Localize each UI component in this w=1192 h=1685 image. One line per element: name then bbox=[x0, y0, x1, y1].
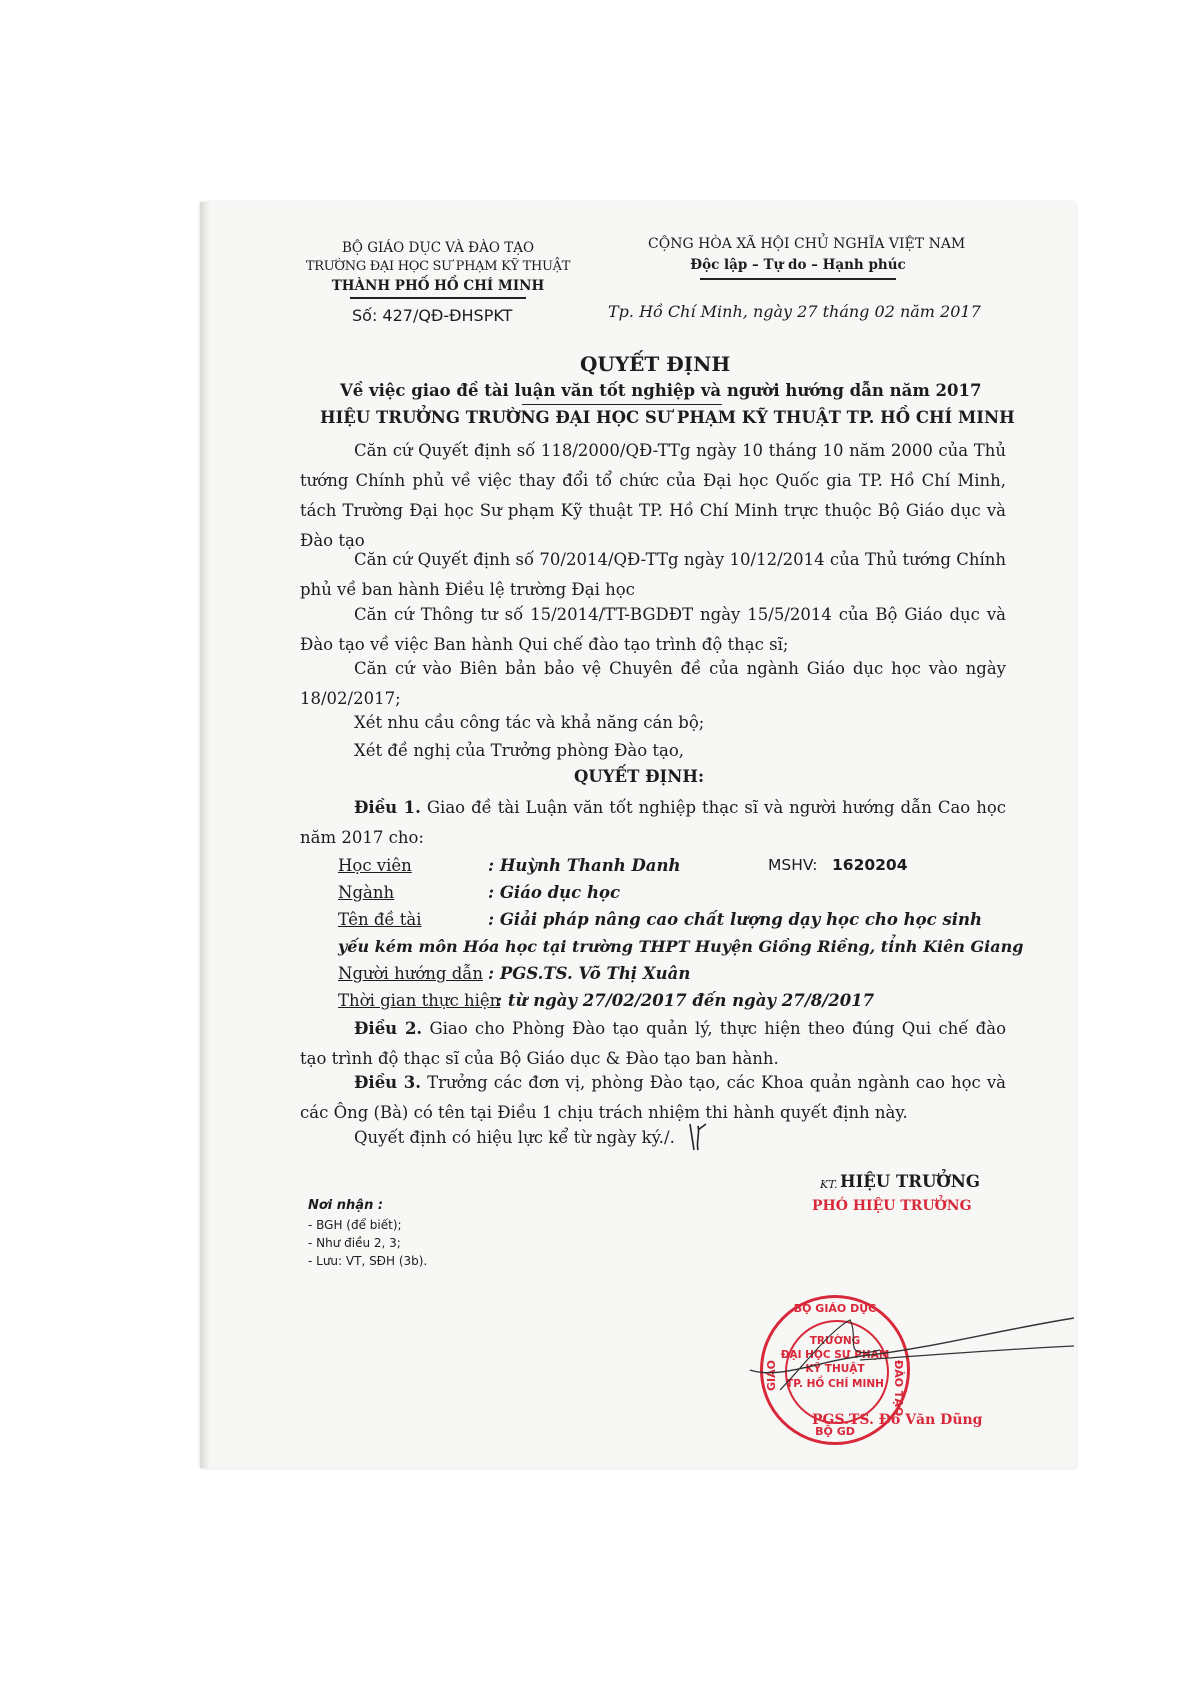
seal-ring-left: GIÁO bbox=[765, 1360, 778, 1391]
issuer-title: HIỆU TRƯỞNG TRƯỜNG ĐẠI HỌC SƯ PHẠM KỸ THUẬT TP. HỒ CHÍ MINH bbox=[320, 408, 1015, 427]
student-label: Học viên bbox=[338, 856, 412, 875]
period-value: : từ ngày 27/02/2017 đến ngày 27/8/2017 bbox=[496, 991, 875, 1010]
document-subject: Về việc giao đề tài luận văn tốt nghiệp và người hướng dẫn năm 2017 bbox=[340, 381, 982, 400]
header-left-underline bbox=[350, 297, 526, 299]
handwritten-signature bbox=[740, 1300, 1076, 1410]
document-title: QUYẾT ĐỊNH bbox=[580, 352, 731, 376]
recipients-title: Nơi nhận : bbox=[308, 1198, 384, 1213]
document-number: Số: 427/QĐ-ĐHSPKT bbox=[352, 306, 513, 325]
major-value: : Giáo dục học bbox=[488, 883, 621, 902]
country-name: CỘNG HÒA XÃ HỘI CHỦ NGHĨA VIỆT NAM bbox=[648, 236, 966, 252]
consideration-3: Căn cứ Thông tư số 15/2014/TT-BGDĐT ngày 15/5/2014 của Bộ Giáo dục và Đào tạo về việc Ban hành Qui chế đào tạo trình độ thạc sĩ; bbox=[300, 605, 1006, 654]
signature-deputy: PHÓ HIỆU TRƯỞNG bbox=[812, 1198, 972, 1214]
major-label: Ngành bbox=[338, 883, 395, 902]
ministry-name: BỘ GIÁO DỤC VÀ ĐÀO TẠO bbox=[341, 240, 535, 256]
signature-title: HIỆU TRƯỞNG bbox=[840, 1172, 980, 1191]
article-3: Điều 3. Trưởng các đơn vị, phòng Đào tạo, các Khoa quản ngành cao học và các Ông (Bà) có tên tại Điều 1 chịu trách nhiệm thi hành quyết định này. bbox=[300, 1073, 1007, 1122]
period-label: Thời gian thực hiện bbox=[338, 991, 501, 1010]
article-1: Điều 1. Giao đề tài Luận văn tốt nghiệp thạc sĩ và người hướng dẫn Cao học năm 2017 cho: bbox=[300, 798, 1006, 847]
national-motto: Độc lập – Tự do – Hạnh phúc bbox=[690, 257, 906, 273]
consideration-4: Căn cứ vào Biên bản bảo vệ Chuyên đề của ngành Giáo dục học vào ngày 18/02/2017; bbox=[300, 659, 1006, 708]
signature-kt: KT. bbox=[820, 1178, 838, 1191]
recipient-item: - Lưu: VT, SĐH (3b). bbox=[308, 1254, 428, 1268]
recipient-item: - Như điều 2, 3; bbox=[308, 1236, 401, 1250]
consideration-1: Căn cứ Quyết định số 118/2000/QĐ-TTg ngày 10 tháng 10 năm 2000 của Thủ tướng Chính phủ về việc thay đổi tổ chức của Đại học Quốc gia TP. Hồ Chí Minh, tách Trường Đại học Sư phạm Kỹ thuật TP. Hồ Chí Minh trực thuộc Bộ Giáo dục và Đào tạo bbox=[300, 441, 1006, 550]
initial-mark bbox=[686, 1120, 710, 1156]
seal-ring-bottom: BỘ GD bbox=[815, 1425, 855, 1438]
topic-value-continued: yếu kém môn Hóa học tại trường THPT Huyện Giồng Riềng, tỉnh Kiên Giang bbox=[338, 937, 1024, 956]
decision-heading: QUYẾT ĐỊNH: bbox=[574, 767, 705, 786]
article-2-label: Điều 2. bbox=[354, 1019, 423, 1038]
advisor-label: Người hướng dẫn bbox=[338, 964, 484, 983]
seal-ring-top: BỘ GIÁO DỤC bbox=[793, 1302, 877, 1315]
seal-ring-right: ĐÀO TẠO bbox=[892, 1360, 905, 1417]
mshv-value: 1620204 bbox=[832, 856, 908, 874]
article-2: Điều 2. Giao cho Phòng Đào tạo quản lý, thực hiện theo đúng Qui chế đào tạo trình độ thạc sĩ của Bộ Giáo dục & Đào tạo ban hành. bbox=[300, 1019, 1006, 1068]
seal-center: TRƯỜNG ĐẠI HỌC SƯ PHẠM KỸ THUẬT TP. HỒ CHÍ MINH bbox=[780, 1335, 890, 1390]
advisor-value: : PGS.TS. Võ Thị Xuân bbox=[488, 964, 691, 983]
school-name-line1: TRƯỜNG ĐẠI HỌC SƯ PHẠM KỸ THUẬT bbox=[305, 259, 571, 274]
consideration-2: Căn cứ Quyết định số 70/2014/QĐ-TTg ngày 10/12/2014 của Thủ tướng Chính phủ về ban hành Điều lệ trường Đại học bbox=[300, 550, 1006, 599]
topic-label: Tên đề tài bbox=[338, 910, 422, 929]
consideration-6: Xét đề nghị của Trưởng phòng Đào tạo, bbox=[354, 741, 685, 760]
effective-statement: Quyết định có hiệu lực kể từ ngày ký./. bbox=[354, 1128, 675, 1147]
article-3-label: Điều 3. bbox=[354, 1073, 421, 1092]
mshv-label: MSHV: bbox=[768, 856, 818, 874]
topic-value: : Giải pháp nâng cao chất lượng dạy học cho học sinh bbox=[488, 910, 982, 929]
recipient-item: - BGH (để biết); bbox=[308, 1218, 402, 1232]
article-1-label: Điều 1. bbox=[354, 798, 421, 817]
school-name-line2: THÀNH PHỐ HỒ CHÍ MINH bbox=[331, 278, 545, 294]
signer-name: PGS.TS. Đỗ Văn Dũng bbox=[812, 1412, 983, 1428]
header-right-underline bbox=[700, 278, 896, 280]
consideration-5: Xét nhu cầu công tác và khả năng cán bộ; bbox=[354, 713, 705, 732]
subject-underline bbox=[522, 404, 722, 405]
student-value: : Huỳnh Thanh Danh bbox=[488, 856, 681, 875]
place-date: Tp. Hồ Chí Minh, ngày 27 tháng 02 năm 2017 bbox=[608, 302, 981, 321]
